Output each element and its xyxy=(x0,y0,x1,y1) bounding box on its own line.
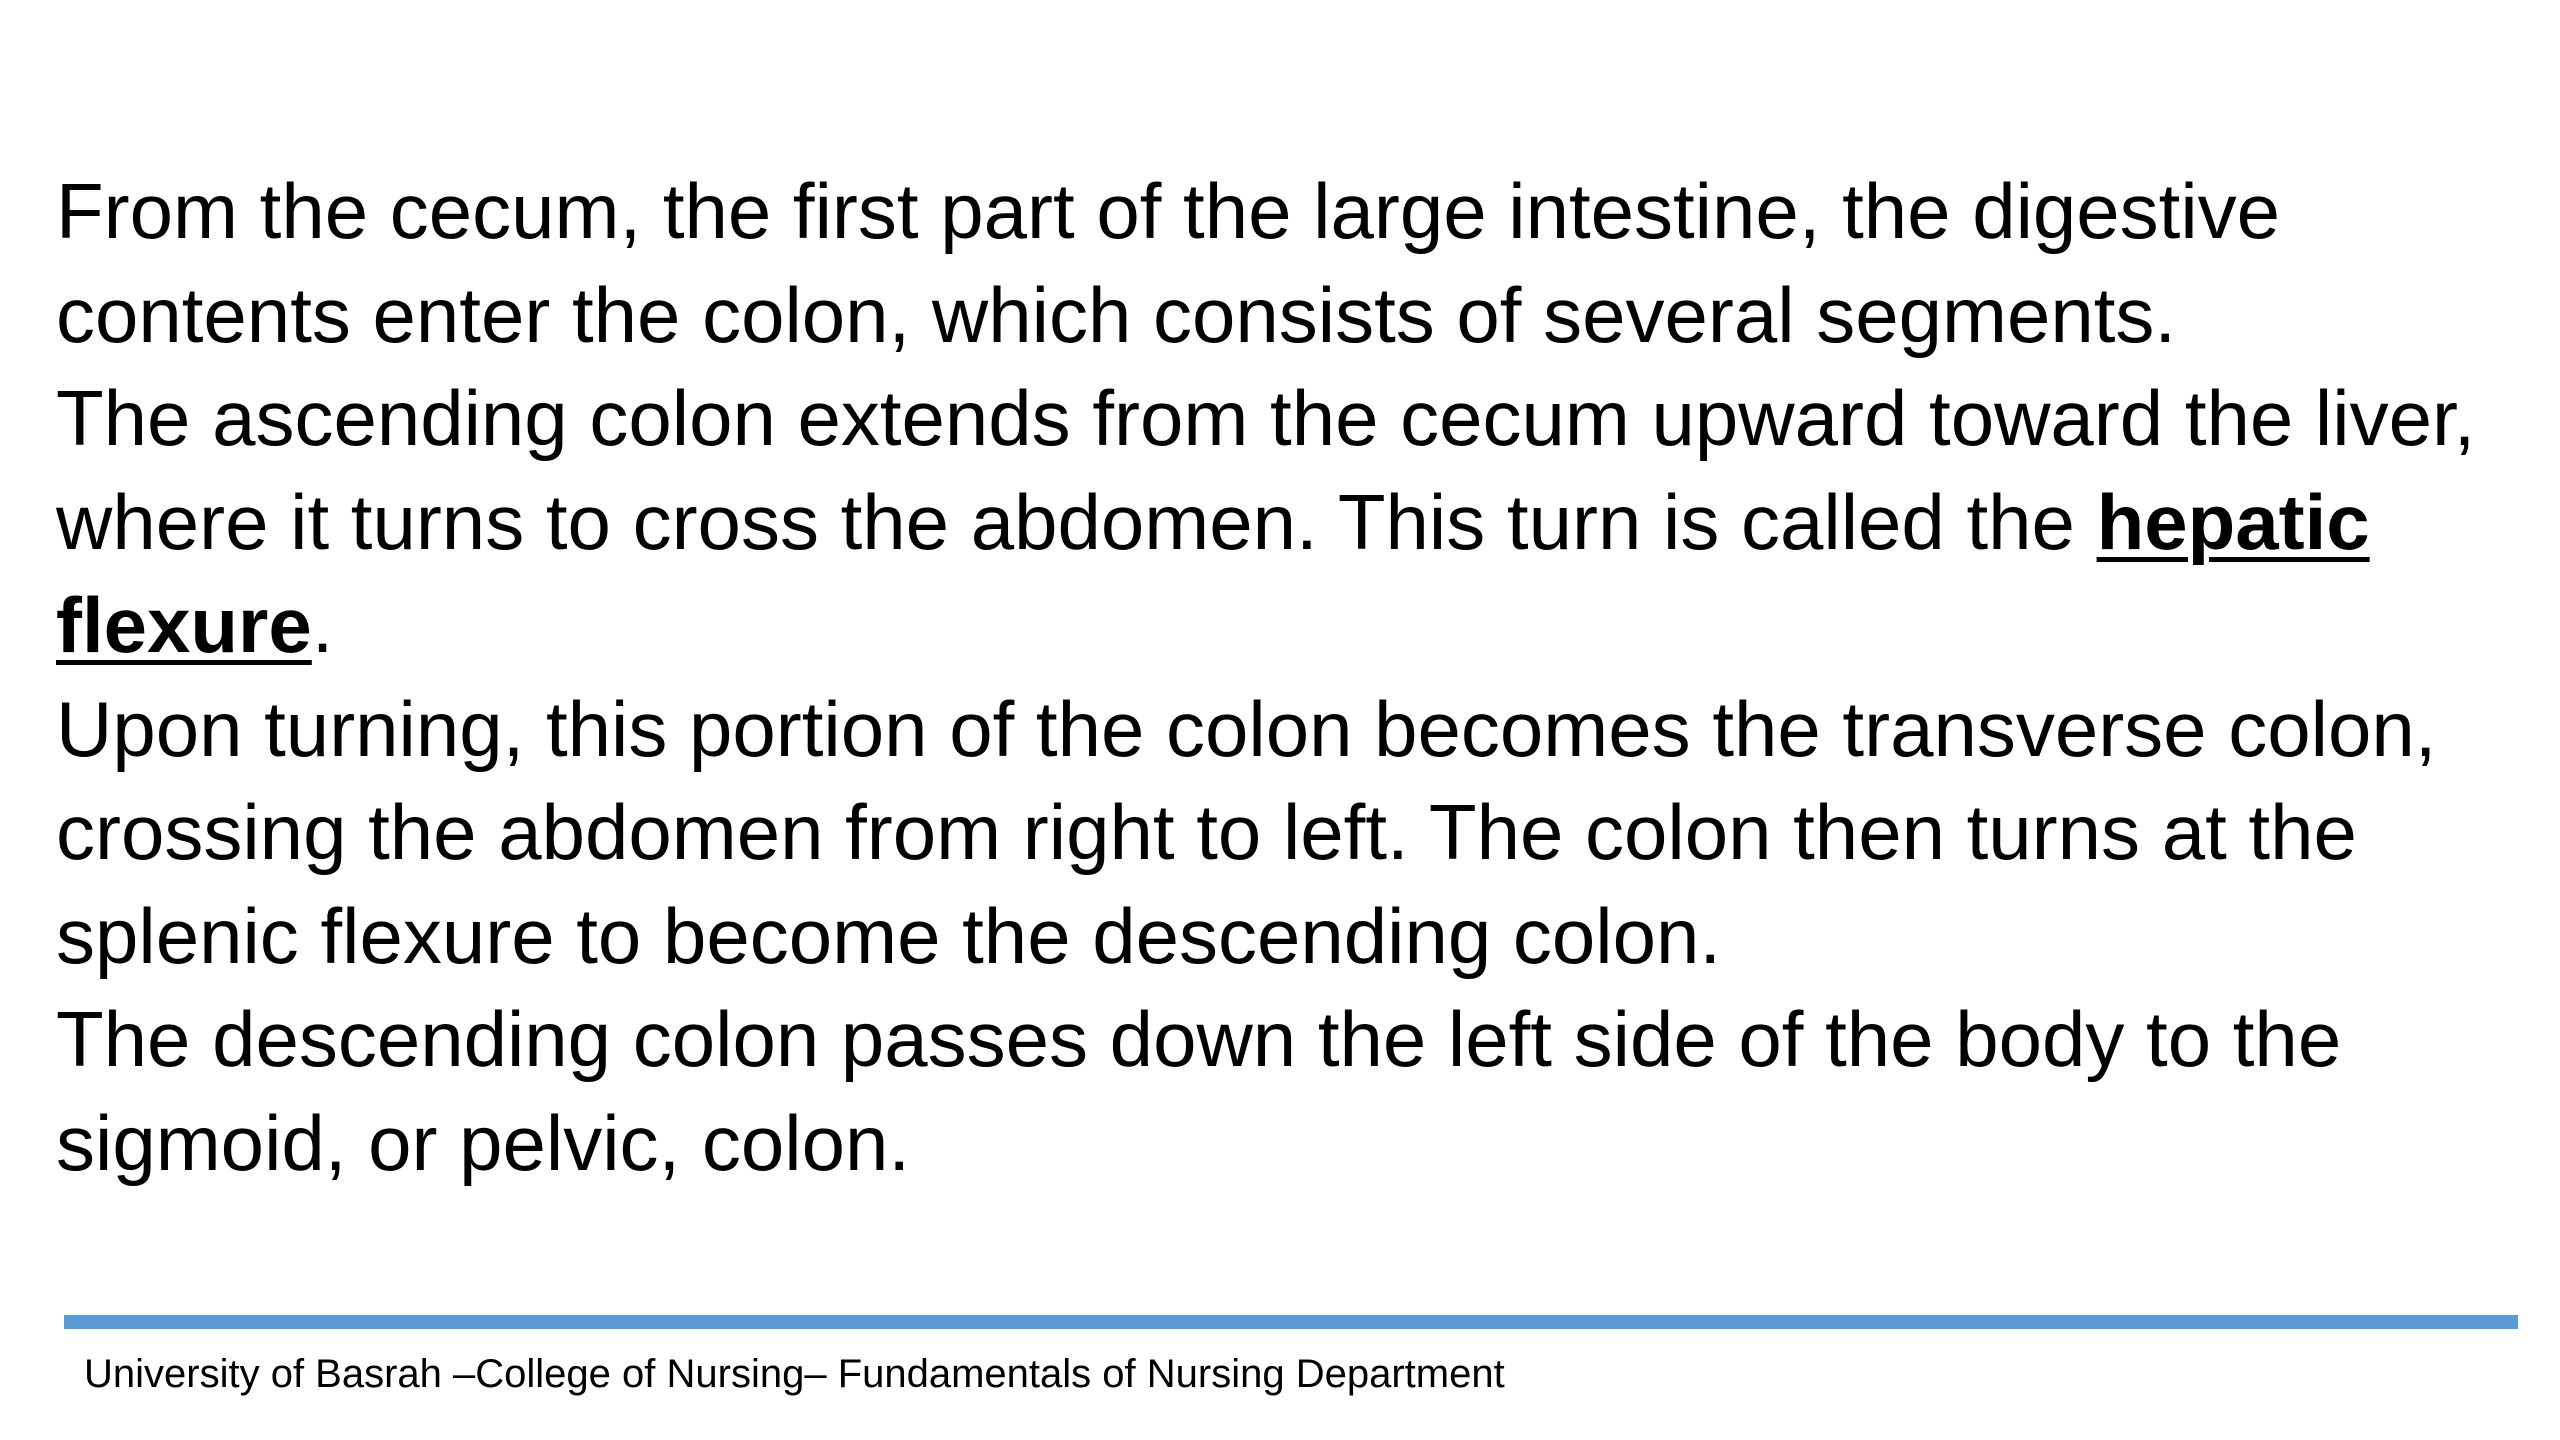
paragraph-ascending-colon xyxy=(56,367,2476,678)
paragraph-ascending-colon-text: The ascending colon extends from the cecum upward toward the liver, where it turns to cross the abdomen. This turn is called the xyxy=(56,374,2476,566)
paragraph-transverse-colon: Upon turning, this portion of the colon becomes the transverse colon, crossing the abdomen from right to left. The colon then turns at the splenic flexure to become the descending colon. xyxy=(56,684,2437,980)
footer-text: University of Basrah –College of Nursing– Fundamentals of Nursing Department xyxy=(84,1352,1505,1396)
slide-body xyxy=(56,160,2476,1195)
footer-divider xyxy=(64,1315,2518,1329)
paragraph-cecum: From the cecum, the first part of the large intestine, the digestive contents enter the colon, which consists of several segments. xyxy=(56,167,2281,359)
paragraph-ascending-colon-period: . xyxy=(311,581,334,669)
hepatic-flexure-term: hepatic flexure xyxy=(56,477,2370,669)
paragraph-descending-colon: The descending colon passes down the left side of the body to the sigmoid, or pelvic, colon. xyxy=(56,995,2342,1187)
